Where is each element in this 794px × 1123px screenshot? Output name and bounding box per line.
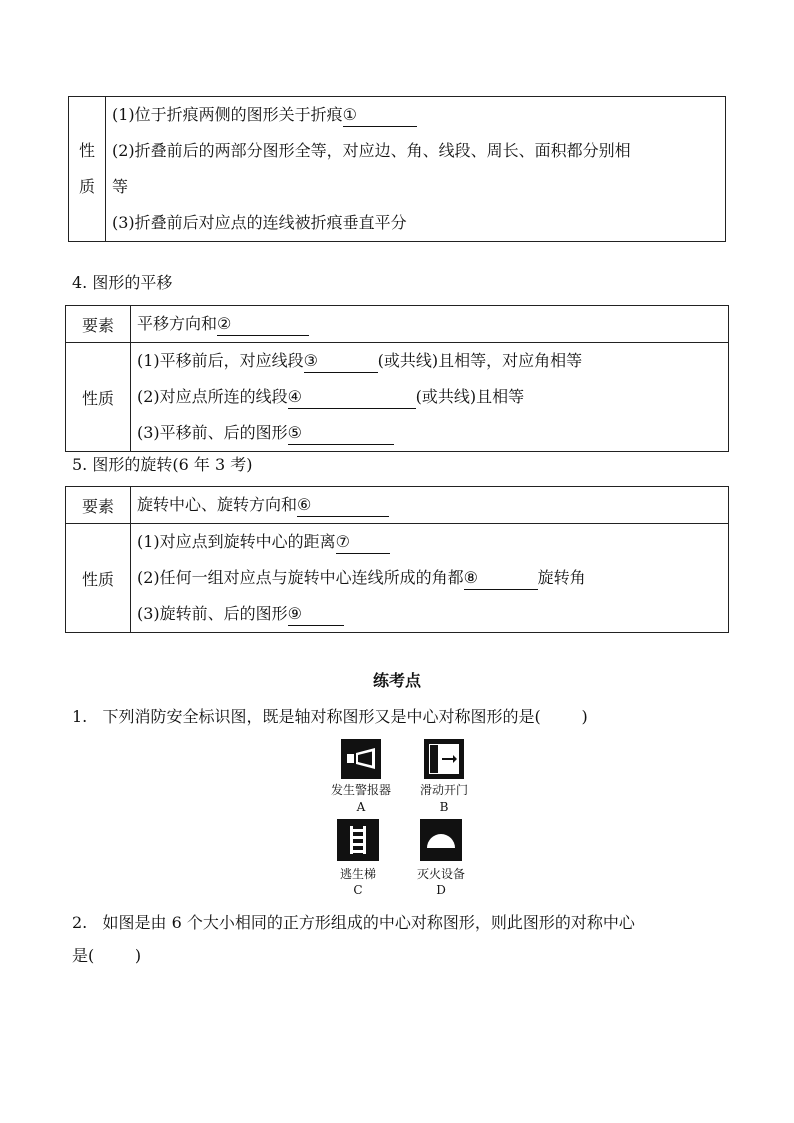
answer-blank: ⑤ xyxy=(288,422,394,445)
translation-property-2: (2)对应点所连的线段④ (或共线)且相等 xyxy=(131,379,728,415)
option-letter: A xyxy=(356,800,366,814)
rotation-element: 旋转中心、旋转方向和⑥ xyxy=(131,487,728,523)
rotation-property-3: (3)旋转前、后的图形⑨ xyxy=(131,596,728,632)
answer-blank: ④ xyxy=(288,386,416,409)
rotation-property-2: (2)任何一组对应点与旋转中心连线所成的角都⑧ 旋转角 xyxy=(131,560,728,596)
property-label-char: 性 xyxy=(78,141,95,160)
ladder-icon xyxy=(337,819,379,861)
option-letter: B xyxy=(439,800,449,814)
property-label-cell xyxy=(69,97,106,242)
element-label: 要素 xyxy=(66,487,131,524)
translation-property-1: (1)平移前后，对应线段③ (或共线)且相等，对应角相等 xyxy=(131,343,728,379)
question-2-line-1: 2. 如图是由 6 个大小相同的正方形组成的中心对称图形，则此图形的对称中心 xyxy=(72,913,635,932)
fold-property-3: (3)折叠前后对应点的连线被折痕垂直平分 xyxy=(112,213,407,232)
fold-property-1: (1)位于折痕两侧的图形关于折痕① xyxy=(106,97,725,133)
translation-element: 平移方向和② xyxy=(131,306,728,342)
property-label: 性质 xyxy=(66,343,131,452)
option-caption: 发生警报器 xyxy=(330,783,391,797)
option-caption: 滑动开门 xyxy=(419,783,468,797)
element-label: 要素 xyxy=(66,306,131,343)
translation-table xyxy=(65,305,729,452)
answer-blank: ⑦ xyxy=(336,531,390,554)
question-2-line-2: 是( ) xyxy=(72,946,142,965)
option-letter: C xyxy=(353,883,363,897)
answer-blank: ② xyxy=(217,313,309,336)
answer-blank: ⑧ xyxy=(464,567,538,590)
property-label: 性质 xyxy=(66,524,131,633)
section-heading-rotation: 5. 图形的旋转(6 年 3 考) xyxy=(72,455,253,474)
rotation-table xyxy=(65,486,729,633)
option-letter: D xyxy=(436,883,446,897)
fold-properties-table xyxy=(68,96,726,242)
fold-property-2-cont: 等 xyxy=(112,177,129,196)
fire-equipment-icon xyxy=(420,819,462,861)
sliding-door-icon xyxy=(424,739,464,779)
answer-blank: ⑥ xyxy=(297,494,389,517)
fold-property-2: (2)折叠前后的两部分图形全等，对应边、角、线段、周长、面积都分别相 xyxy=(112,141,631,160)
property-label-char: 质 xyxy=(78,177,95,196)
option-caption: 逃生梯 xyxy=(339,867,376,881)
section-heading-translation: 4. 图形的平移 xyxy=(72,273,173,292)
property-content-cell xyxy=(106,97,726,242)
rotation-property-1: (1)对应点到旋转中心的距离⑦ xyxy=(131,524,728,560)
answer-blank: ① xyxy=(343,104,417,127)
translation-property-3: (3)平移前、后的图形⑤ xyxy=(131,415,728,451)
practice-title: 练考点 xyxy=(372,671,421,690)
question-1: 1. 下列消防安全标识图，既是轴对称图形又是中心对称图形的是( ) xyxy=(72,707,588,726)
alarm-horn-icon xyxy=(341,739,381,779)
answer-blank: ③ xyxy=(304,350,378,373)
option-caption: 灭火设备 xyxy=(416,867,465,881)
answer-blank: ⑨ xyxy=(288,603,344,626)
